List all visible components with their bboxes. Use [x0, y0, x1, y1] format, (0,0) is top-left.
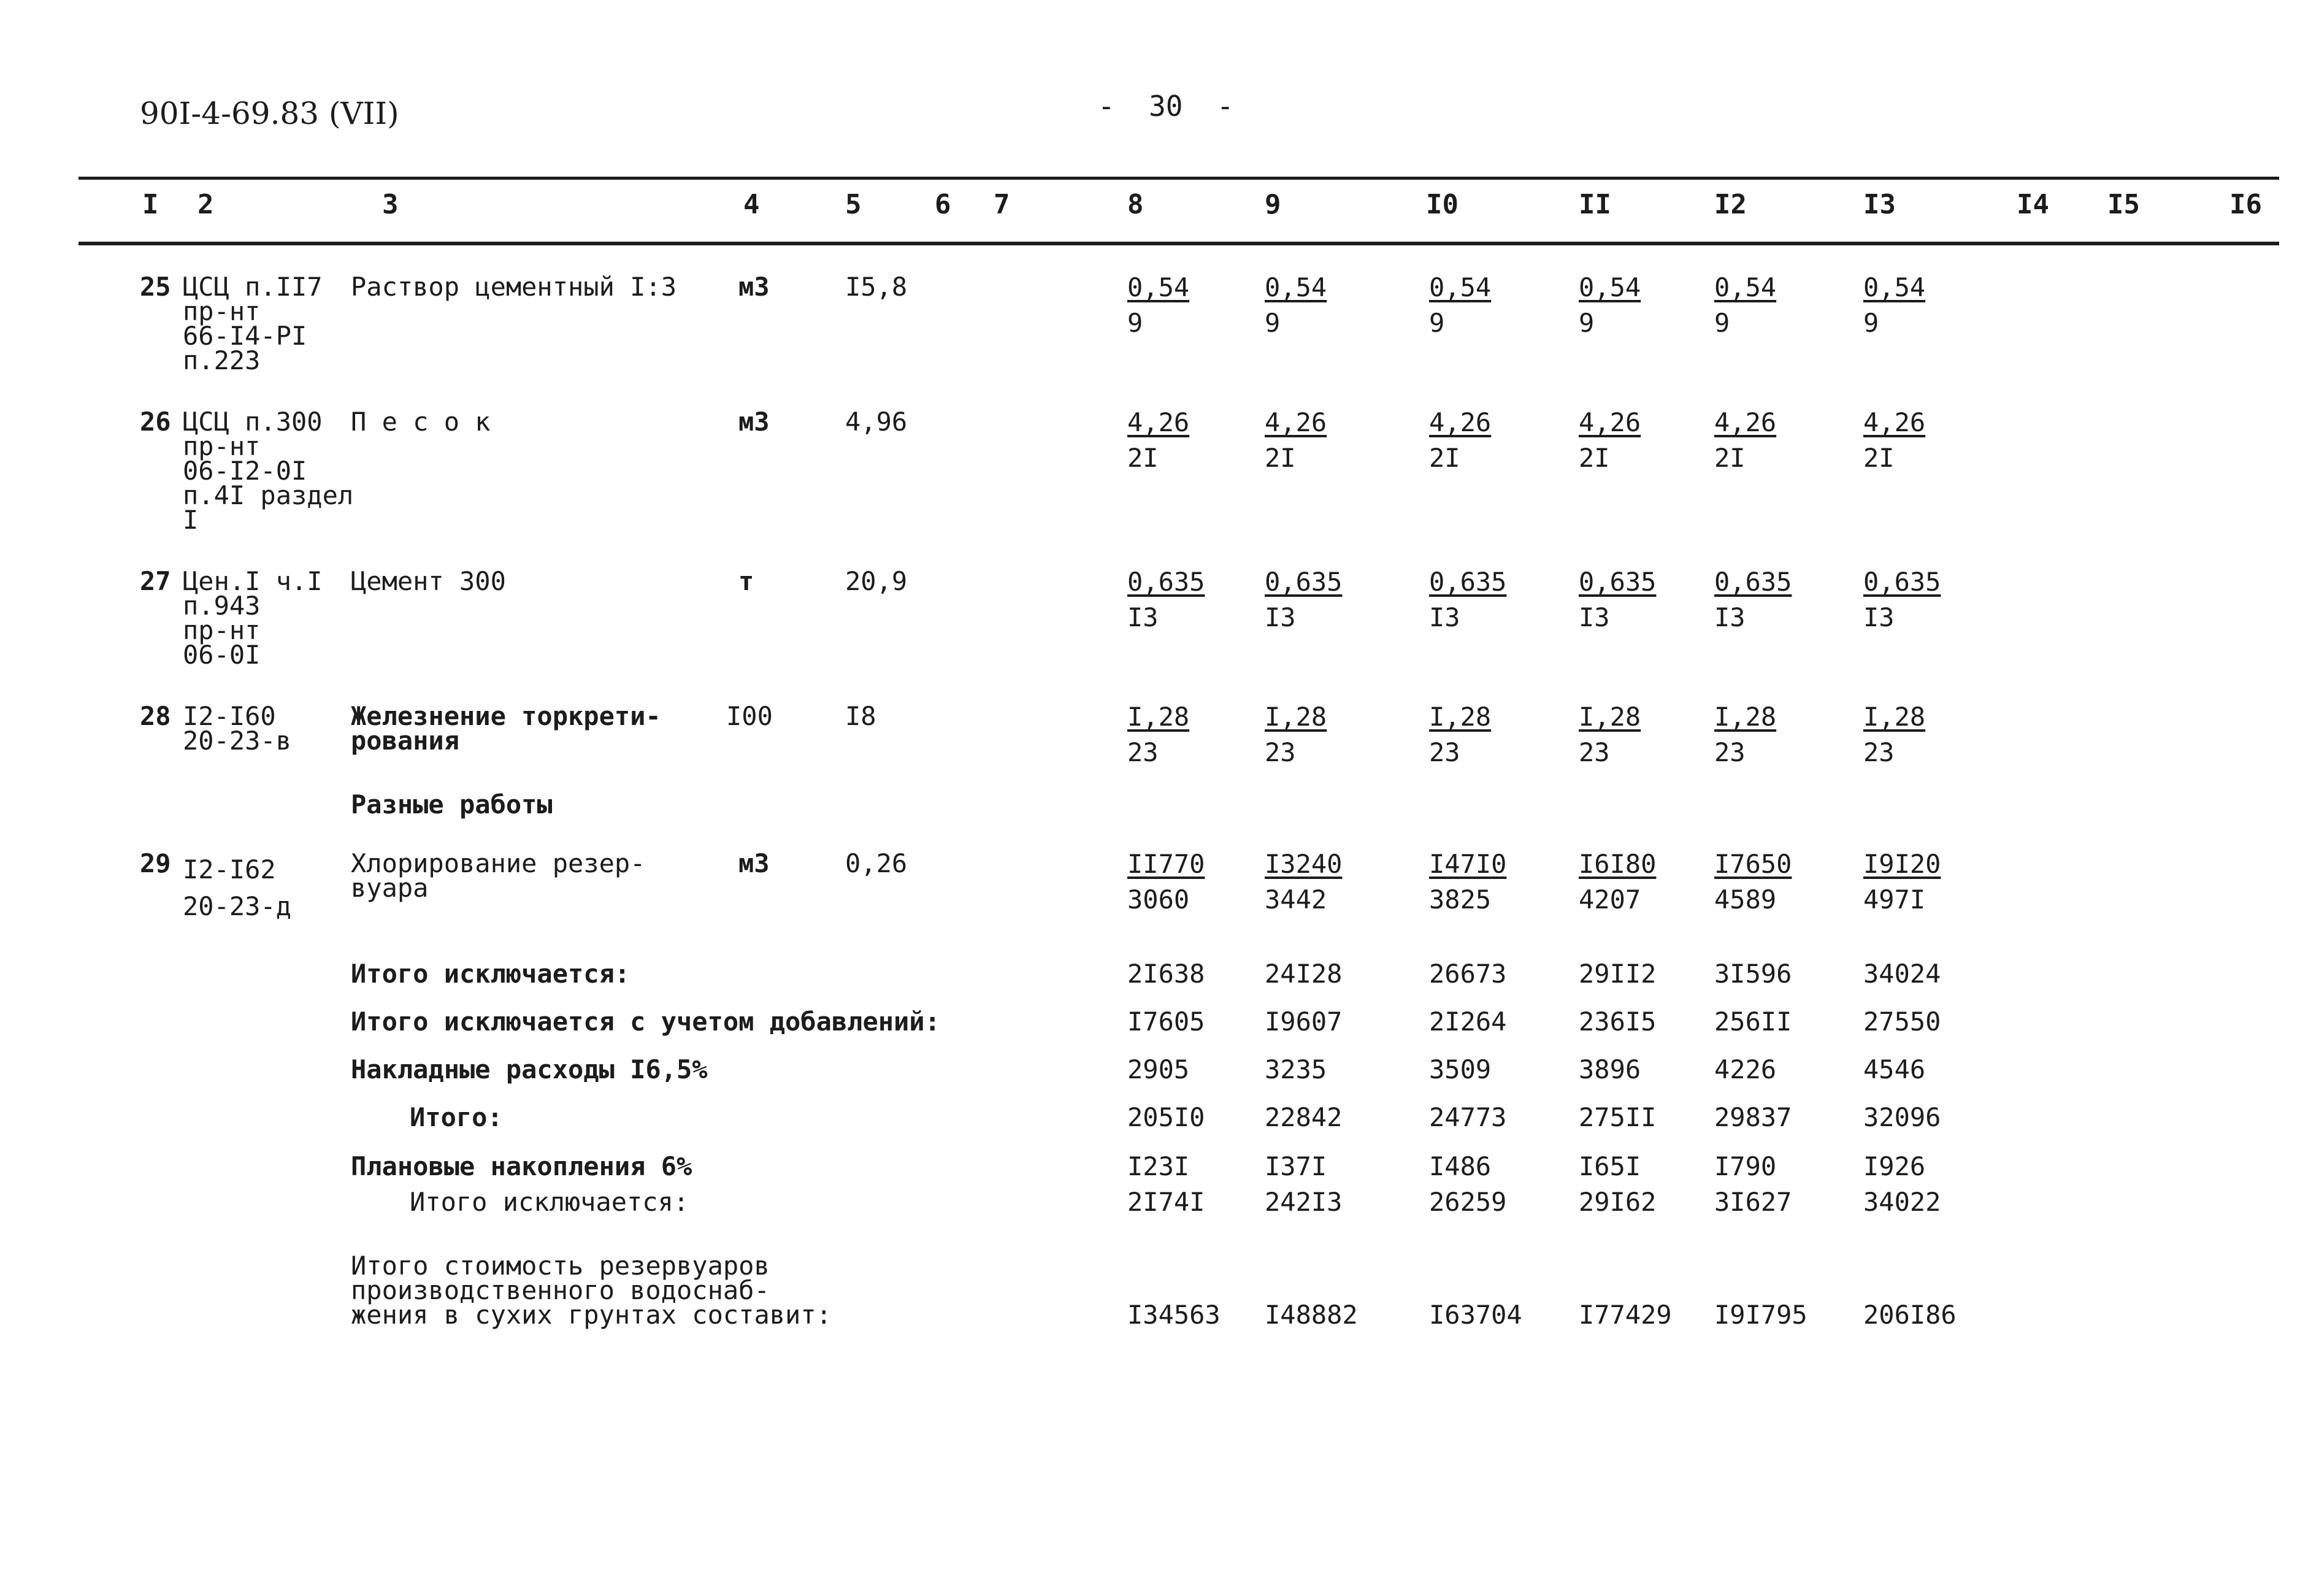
- total-value: 3896: [1579, 1054, 1641, 1084]
- section-title: Разные работы: [351, 789, 553, 819]
- total-value: I9607: [1265, 1007, 1343, 1037]
- total-value: 242I3: [1265, 1187, 1343, 1217]
- total-value: 4546: [1863, 1054, 1926, 1084]
- price-cell: $\frac{I,28}{23}$: [1714, 702, 1777, 767]
- row-quantity: 0,26: [845, 848, 908, 878]
- price-cell: $\frac{4,26}{2I}$: [1429, 407, 1492, 473]
- total-label: Накладные расходы I6,5%: [351, 1054, 708, 1084]
- total-value: I926: [1863, 1151, 1926, 1181]
- price-cell: $\frac{0,54}{9}$: [1429, 272, 1492, 338]
- total-value: 2I264: [1429, 1007, 1507, 1037]
- row-name: Цемент 300: [351, 566, 506, 596]
- total-value: 2I638: [1127, 959, 1205, 989]
- document-code: 90I-4-69.83 (VII): [140, 96, 399, 131]
- price-cell: $\frac{4,26}{2I}$: [1714, 407, 1777, 473]
- row-number: 27: [140, 566, 171, 596]
- price-cell: $\frac{I,28}{23}$: [1265, 702, 1327, 767]
- price-cell: $\frac{I7650}{4589}$: [1714, 849, 1792, 915]
- row-number: 29: [140, 848, 171, 878]
- price-cell: $\frac{4,26}{2I}$: [1579, 407, 1641, 473]
- total-value: 26259: [1429, 1187, 1507, 1217]
- table-top-rule: [79, 177, 2279, 180]
- row-quantity: 4,96: [845, 407, 908, 437]
- col-num-12: I2: [1714, 189, 1747, 220]
- final-total-value: I9I795: [1714, 1300, 1807, 1330]
- price-cell: $\frac{0,635}{I3}$: [1429, 567, 1507, 632]
- total-value: 4226: [1714, 1054, 1777, 1084]
- price-cell: $\frac{4,26}{2I}$: [1863, 407, 1926, 473]
- total-value: 3I596: [1714, 959, 1792, 989]
- total-value: 29I62: [1579, 1187, 1657, 1217]
- price-cell: $\frac{0,54}{9}$: [1265, 272, 1327, 338]
- price-cell: $\frac{0,54}{9}$: [1863, 272, 1926, 338]
- col-num-7: 7: [994, 189, 1010, 220]
- row-number: 28: [140, 701, 171, 731]
- price-cell: $\frac{0,635}{I3}$: [1265, 567, 1343, 632]
- total-label: Итого исключается:: [410, 1187, 689, 1217]
- total-value: 3I627: [1714, 1187, 1792, 1217]
- price-cell: $\frac{I,28}{23}$: [1127, 702, 1190, 767]
- row-number: 25: [140, 272, 171, 302]
- total-value: 2905: [1127, 1054, 1190, 1084]
- total-value: 34022: [1863, 1187, 1941, 1217]
- total-label: Итого исключается с учетом добавлений:: [351, 1007, 940, 1037]
- price-cell: $\frac{0,635}{I3}$: [1714, 567, 1792, 632]
- price-cell: $\frac{0,635}{I3}$: [1863, 567, 1941, 632]
- total-value: 26673: [1429, 959, 1507, 989]
- col-num-15: I5: [2107, 189, 2140, 220]
- price-cell: $\frac{0,54}{9}$: [1127, 272, 1190, 338]
- col-num-13: I3: [1863, 189, 1896, 220]
- total-value: 27550: [1863, 1007, 1941, 1037]
- total-value: 205I0: [1127, 1102, 1205, 1132]
- total-value: 29II2: [1579, 959, 1657, 989]
- total-value: 2I74I: [1127, 1187, 1205, 1217]
- row-quantity: I5,8: [845, 272, 908, 302]
- row-name: Хлорирование резер- вуара: [351, 848, 646, 903]
- total-value: 256II: [1714, 1007, 1792, 1037]
- col-num-14: I4: [2017, 189, 2049, 220]
- total-label: Итого:: [410, 1102, 503, 1132]
- row-reference: I2-I60 20-23-в: [183, 701, 292, 756]
- price-cell: $\frac{I6I80}{4207}$: [1579, 849, 1657, 915]
- total-value: 3235: [1265, 1054, 1327, 1084]
- price-cell: $\frac{I,28}{23}$: [1863, 702, 1926, 767]
- price-cell: $\frac{I,28}{23}$: [1579, 702, 1641, 767]
- row-quantity: I8: [845, 701, 876, 731]
- price-cell: $\frac{4,26}{2I}$: [1127, 407, 1190, 473]
- price-cell: $\frac{I47I0}{3825}$: [1429, 849, 1507, 915]
- row-reference: ЦСЦ п.300 пр-нт 06-I2-0I п.4I раздел I: [183, 407, 354, 535]
- col-num-9: 9: [1265, 189, 1281, 220]
- table-header-rule: [79, 242, 2279, 245]
- page-number: - 30 -: [1098, 90, 1234, 123]
- col-num-10: I0: [1426, 189, 1458, 220]
- row-quantity: 20,9: [845, 566, 908, 596]
- total-value: I7605: [1127, 1007, 1205, 1037]
- col-num-6: 6: [935, 189, 951, 220]
- final-total-value: I63704: [1429, 1300, 1522, 1330]
- col-num-11: II: [1579, 189, 1611, 220]
- col-num-4: 4: [743, 189, 760, 220]
- final-total-value: I48882: [1265, 1300, 1358, 1330]
- price-cell: $\frac{I3240}{3442}$: [1265, 849, 1343, 915]
- row-unit: м3: [738, 407, 770, 437]
- col-num-1: I: [142, 189, 159, 220]
- col-num-3: 3: [382, 189, 399, 220]
- col-num-8: 8: [1127, 189, 1144, 220]
- total-value: I65I: [1579, 1151, 1641, 1181]
- total-value: 236I5: [1579, 1007, 1657, 1037]
- total-value: 34024: [1863, 959, 1941, 989]
- row-unit: I00: [726, 701, 773, 731]
- row-unit: м3: [738, 272, 770, 302]
- total-value: I486: [1429, 1151, 1492, 1181]
- total-value: 3509: [1429, 1054, 1492, 1084]
- total-value: 29837: [1714, 1102, 1792, 1132]
- row-unit: т: [738, 566, 754, 596]
- col-num-2: 2: [197, 189, 214, 220]
- total-value: 32096: [1863, 1102, 1941, 1132]
- total-label: Плановые накопления 6%: [351, 1151, 692, 1181]
- total-label: Итого исключается:: [351, 959, 631, 989]
- final-total-value: I34563: [1127, 1300, 1221, 1330]
- row-name: Раствор цементный I:3: [351, 272, 677, 302]
- total-value: I23I: [1127, 1151, 1190, 1181]
- total-value: 275II: [1579, 1102, 1657, 1132]
- price-cell: $\frac{0,635}{I3}$: [1127, 567, 1205, 632]
- price-cell: $\frac{II770}{3060}$: [1127, 849, 1205, 915]
- price-cell: $\frac{I,28}{23}$: [1429, 702, 1492, 767]
- price-cell: $\frac{0,54}{9}$: [1714, 272, 1777, 338]
- price-cell: $\frac{0,635}{I3}$: [1579, 567, 1657, 632]
- total-value: 24I28: [1265, 959, 1343, 989]
- price-cell: $\frac{0,54}{9}$: [1579, 272, 1641, 338]
- row-reference: Цен.I ч.I п.943 пр-нт 06-0I: [183, 566, 323, 670]
- row-reference: I2-I62 20-23-д: [183, 854, 292, 921]
- row-number: 26: [140, 407, 171, 437]
- row-unit: м3: [738, 848, 770, 878]
- final-total-label: Итого стоимость резервуаров производственного водоснаб- жения в сухих грунтах составит:: [351, 1251, 832, 1330]
- col-num-16: I6: [2229, 189, 2262, 220]
- row-reference: ЦСЦ п.II7 пр-нт 66-I4-PI п.223: [183, 272, 323, 375]
- row-name: Железнение торкрети- рования: [351, 701, 661, 756]
- total-value: I37I: [1265, 1151, 1327, 1181]
- row-name: П е с о к: [351, 407, 491, 437]
- price-cell: $\frac{I9I20}{497I}$: [1863, 849, 1941, 915]
- total-value: I790: [1714, 1151, 1777, 1181]
- final-total-value: I77429: [1579, 1300, 1672, 1330]
- final-total-value: 206I86: [1863, 1300, 1957, 1330]
- total-value: 22842: [1265, 1102, 1343, 1132]
- price-cell: $\frac{4,26}{2I}$: [1265, 407, 1327, 473]
- total-value: 24773: [1429, 1102, 1507, 1132]
- col-num-5: 5: [845, 189, 862, 220]
